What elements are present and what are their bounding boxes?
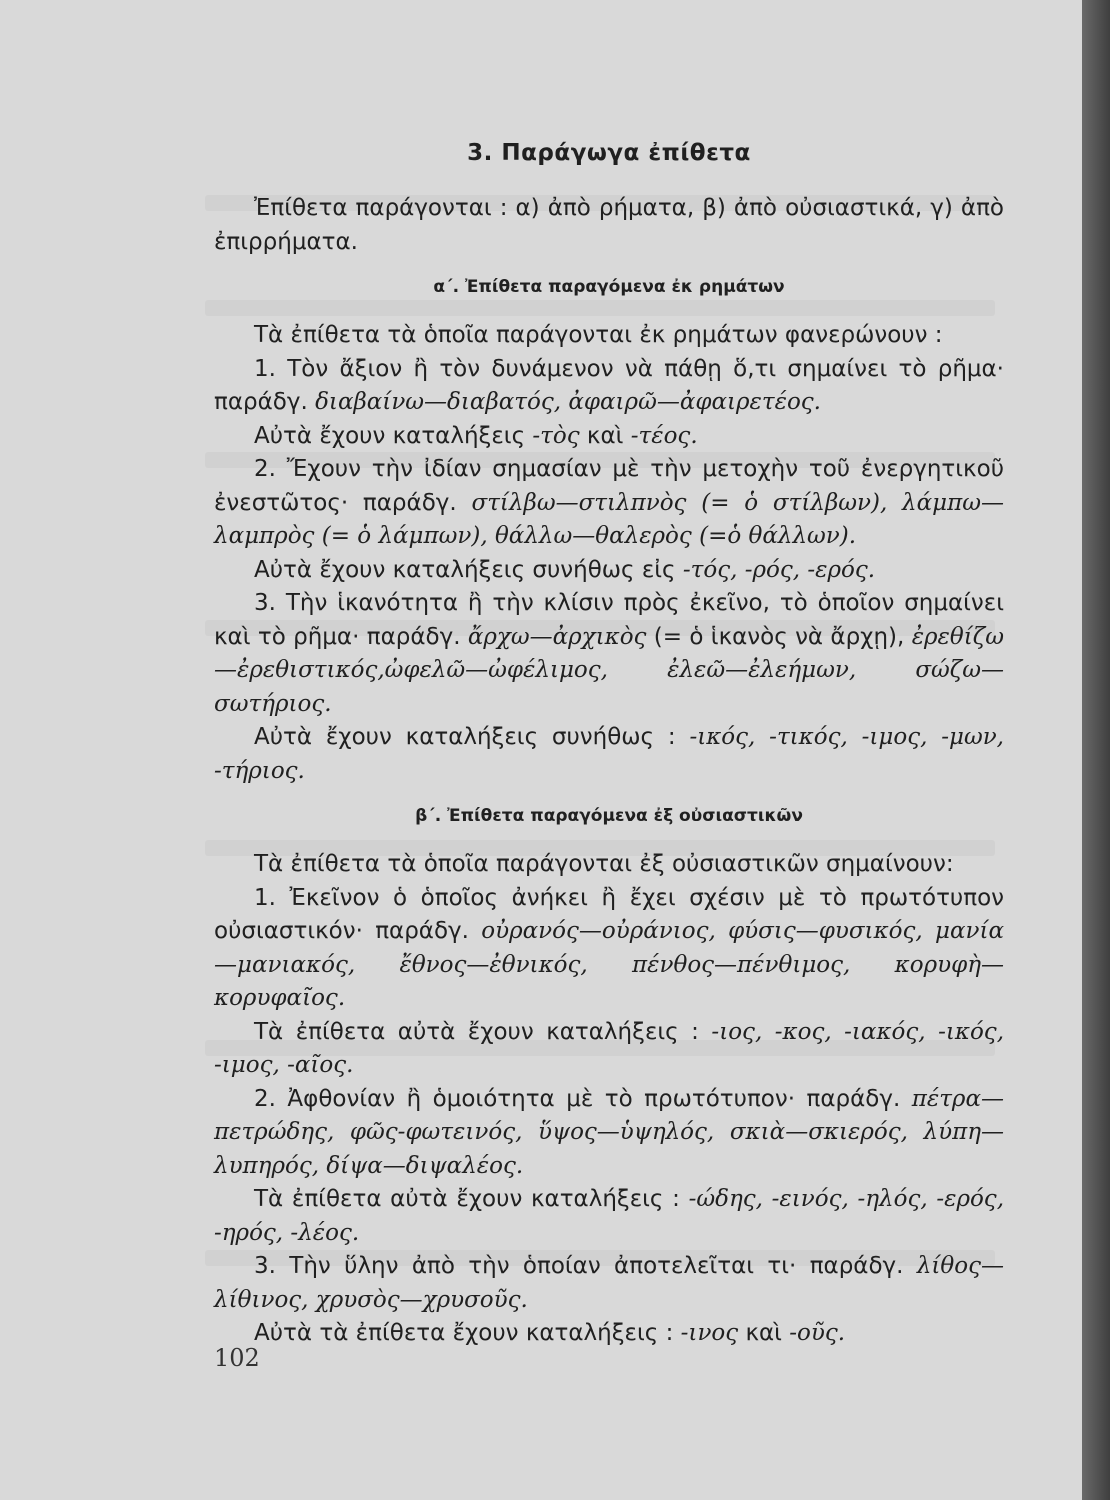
section-b-endings-2: Τὰ ἐπίθετα αὐτὰ ἔχουν καταλήξεις : -ώδης, -εινός, -ηλός, -ερός, -ηρός, -λέος. <box>214 1186 1004 1246</box>
page-text <box>214 140 1004 1351</box>
section-a-heading: α΄. Ἐπίθετα παραγόμενα ἐκ ρημάτων <box>433 277 785 297</box>
section-a-lead: Τὰ ἐπίθετα τὰ ὁποῖα παράγονται ἐκ ρημάτων φανερώνουν : <box>254 322 943 348</box>
section-b-item-2: 2. Ἀφθονίαν ἢ ὁμοιότητα μὲ τὸ πρωτότυπον· παράδγ. πέτρα—πετρώδης, φῶς-φωτεινός, ὕψος—ὑψηλός, σκιὰ—σκιερός, λύπη—λυπηρός, δίψα—διψαλέος. <box>214 1085 1004 1179</box>
section-a-endings-2: Αὐτὰ ἔχουν καταλήξεις συνήθως εἰς -τός, -ρός, -ερός. <box>254 556 876 583</box>
page-title: 3. Παράγωγα ἐπίθετα <box>467 140 751 166</box>
section-a-item-2: 2. Ἔχουν τὴν ἰδίαν σημασίαν μὲ τὴν μετοχὴν τοῦ ἐνεργητικοῦ ἐνεστῶτος· παράδγ. στίλβω—στιλπνὸς (= ὁ στίλβων), λάμπω—λαμπρὸς (= ὁ λάμπων), θάλλω—θαλερὸς (=ὁ θάλλων). <box>214 456 1004 549</box>
section-b-endings-3: Αὐτὰ τὰ ἐπίθετα ἔχουν καταλήξεις : -ινος καὶ -οῦς. <box>254 1320 846 1346</box>
book-gutter <box>1082 0 1110 1500</box>
section-b-item-3: 3. Τὴν ὕλην ἀπὸ τὴν ὁποίαν ἀποτελεῖται τι· παράδγ. λίθος—λίθινος, χρυσὸς—χρυσοῦς. <box>214 1253 1004 1313</box>
section-a-endings-1: Αὐτὰ ἔχουν καταλήξεις -τὸς καὶ -τέος. <box>254 422 698 449</box>
page-number: 102 <box>214 1344 260 1372</box>
section-b-endings-1: Τὰ ἐπίθετα αὐτὰ ἔχουν καταλήξεις : -ιος, -κος, -ιακός, -ικός, -ιμος, -αῖος. <box>214 1018 1005 1078</box>
section-a-item-3: 3. Τὴν ἱκανότητα ἢ τὴν κλίσιν πρὸς ἐκεῖνο, τὸ ὁποῖον σημαίνει καὶ τὸ ρῆμα· παράδγ. ἄρχω—ἀρχικὸς (= ὁ ἱκανὸς νὰ ἄρχῃ), ἐρεθίζω—ἐρεθιστικός,ὠφελῶ—ὠφέλιμος, ἐλεῶ—ἐλεήμων, σώζω—σωτήριος. <box>214 590 1004 717</box>
section-b-lead: Τὰ ἐπίθετα τὰ ὁποῖα παράγονται ἐξ οὐσιαστικῶν σημαίνουν: <box>254 851 954 877</box>
intro-paragraph: Ἐπίθετα παράγονται : α) ἀπὸ ρήματα, β) ἀπὸ οὐσιαστικά, γ) ἀπὸ ἐπιρρήματα. <box>214 195 1004 255</box>
section-a-endings-3: Αὐτὰ ἔχουν καταλήξεις συνήθως : -ικός, -τικός, -ιμος, -μων, -τήριος. <box>214 724 1004 784</box>
section-b-item-1: 1. Ἐκεῖνον ὁ ὁποῖος ἀνήκει ἢ ἔχει σχέσιν μὲ τὸ πρωτότυπον οὐσιαστικόν· παράδγ. οὐρανός—οὐράνιος, φύσις—φυσικός, μανία—μανιακός, ἔθνος—ἐθνικός, πένθος—πένθιμος, κορυφὴ—κορυφαῖος. <box>214 884 1005 1011</box>
section-a-item-1: 1. Τὸν ἄξιον ἢ τὸν δυνάμενον νὰ πάθῃ ὅ,τι σημαίνει τὸ ρῆμα· παράδγ. διαβαίνω—διαβατός, ἀφαιρῶ—ἀφαιρετέος. <box>214 355 1004 415</box>
section-b-heading: β΄. Ἐπίθετα παραγόμενα ἐξ οὐσιαστικῶν <box>415 806 803 826</box>
